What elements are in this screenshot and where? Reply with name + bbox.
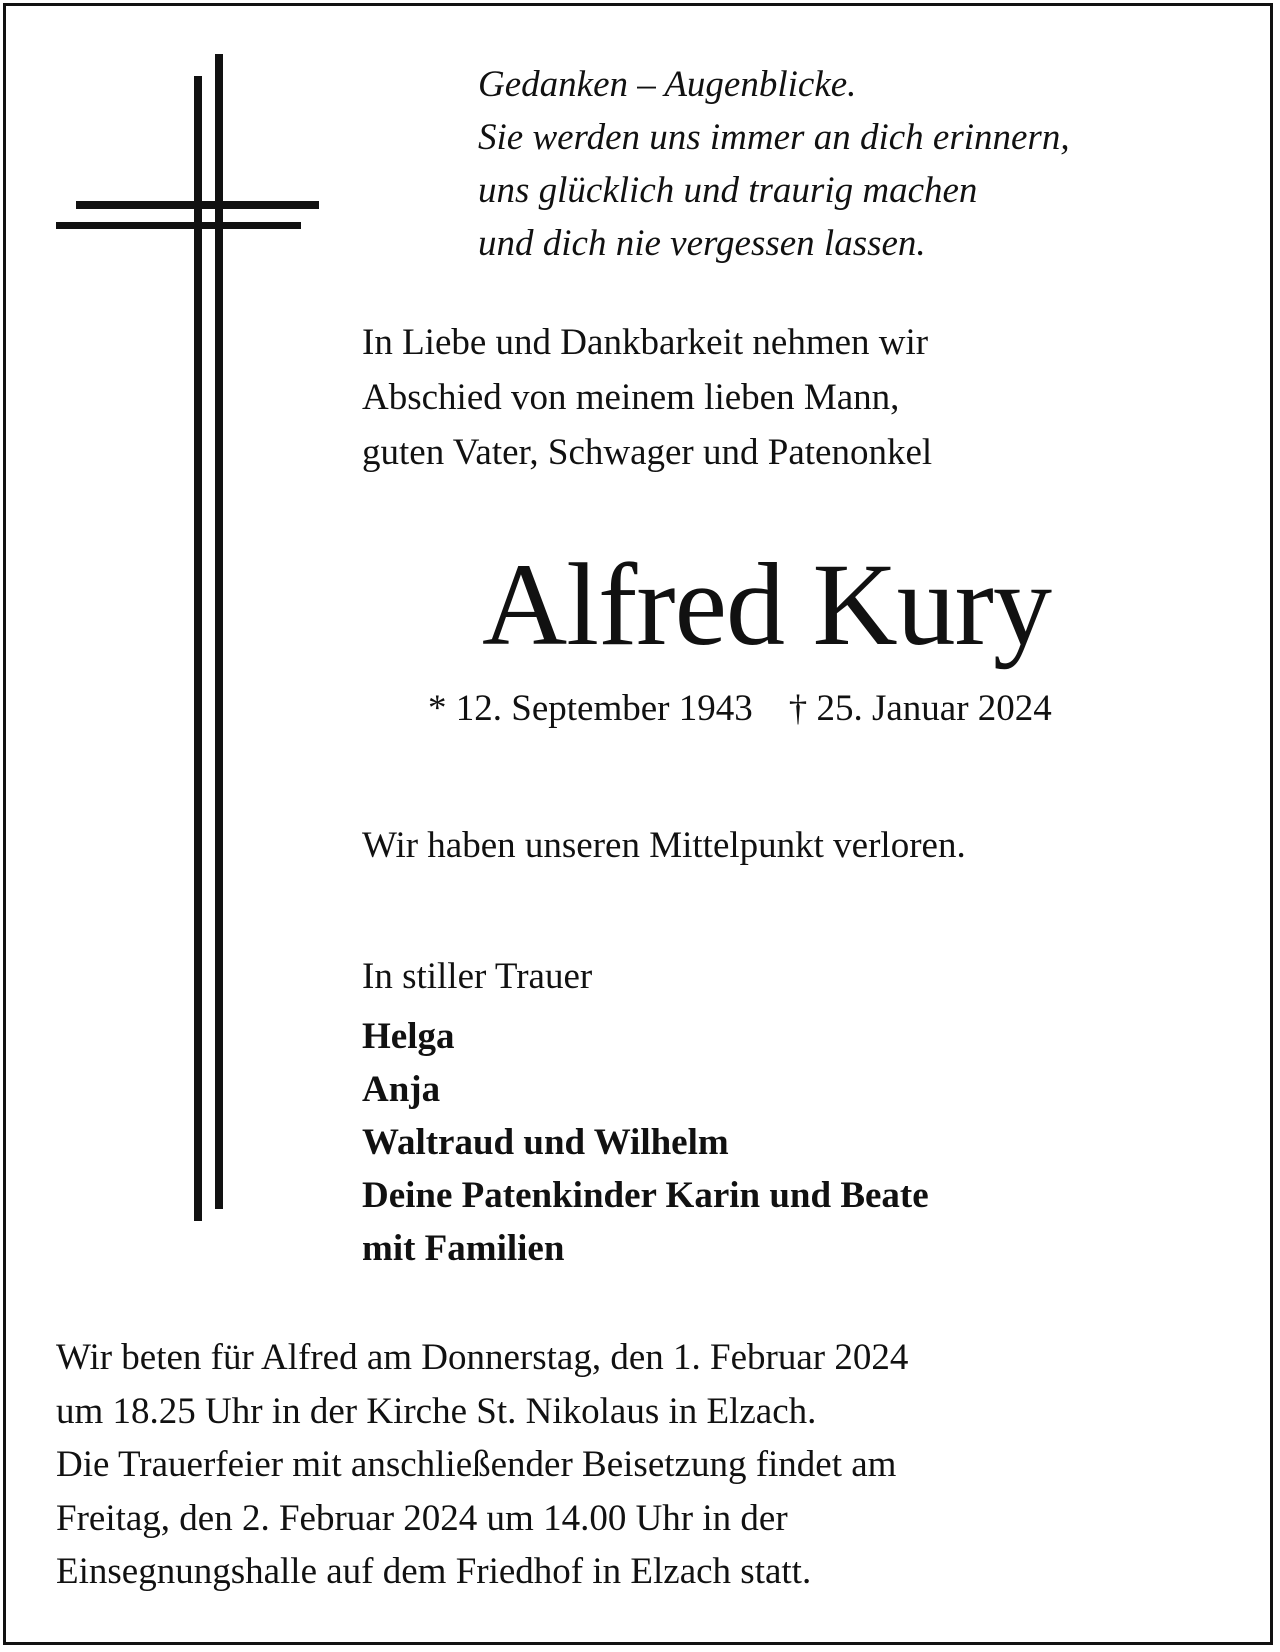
poem-line: uns glücklich und traurig machen: [478, 170, 978, 211]
mourner-name: Helga: [362, 1016, 455, 1057]
mourners-list: [362, 1010, 929, 1275]
intro-line: guten Vater, Schwager und Patenonkel: [362, 432, 933, 473]
cross-vertical-line-short: [194, 76, 202, 1221]
service-line: Einsegnungshalle auf dem Friedhof in Elzach statt.: [56, 1551, 812, 1592]
poem-line: Sie werden uns immer an dich erinnern,: [478, 117, 1070, 158]
poem-verse: [478, 58, 1070, 270]
cross-horizontal-line-upper: [76, 201, 319, 209]
service-details: [56, 1331, 908, 1599]
mourner-name: Anja: [362, 1069, 441, 1110]
mourner-name: mit Familien: [362, 1228, 565, 1269]
cross-horizontal-line-lower: [56, 222, 301, 229]
intro-line: Abschied von meinem lieben Mann,: [362, 377, 900, 418]
mourning-label: In stiller Trauer: [362, 956, 593, 997]
intro-line: In Liebe und Dankbarkeit nehmen wir: [362, 322, 929, 363]
service-line: Wir beten für Alfred am Donnerstag, den 1. Februar 2024: [56, 1337, 909, 1378]
farewell-intro: [362, 315, 932, 480]
deceased-name: Alfred Kury: [482, 539, 1051, 670]
death-date: † 25. Januar 2024: [788, 688, 1052, 729]
service-line: Die Trauerfeier mit anschließender Beisetzung findet am: [56, 1444, 897, 1485]
birth-date: * 12. September 1943: [428, 688, 753, 729]
service-line: um 18.25 Uhr in der Kirche St. Nikolaus in Elzach.: [56, 1390, 817, 1432]
mourner-name: Waltraud und Wilhelm: [362, 1122, 729, 1163]
mourner-name: Deine Patenkinder Karin und Beate: [362, 1175, 929, 1216]
life-dates: [428, 685, 1052, 733]
service-line: Freitag, den 2. Februar 2024 um 14.00 Uhr in der: [56, 1497, 788, 1539]
poem-line: und dich nie vergessen lassen.: [478, 223, 926, 264]
tagline: Wir haben unseren Mittelpunkt verloren.: [362, 825, 966, 866]
poem-line: Gedanken – Augenblicke.: [478, 64, 857, 105]
